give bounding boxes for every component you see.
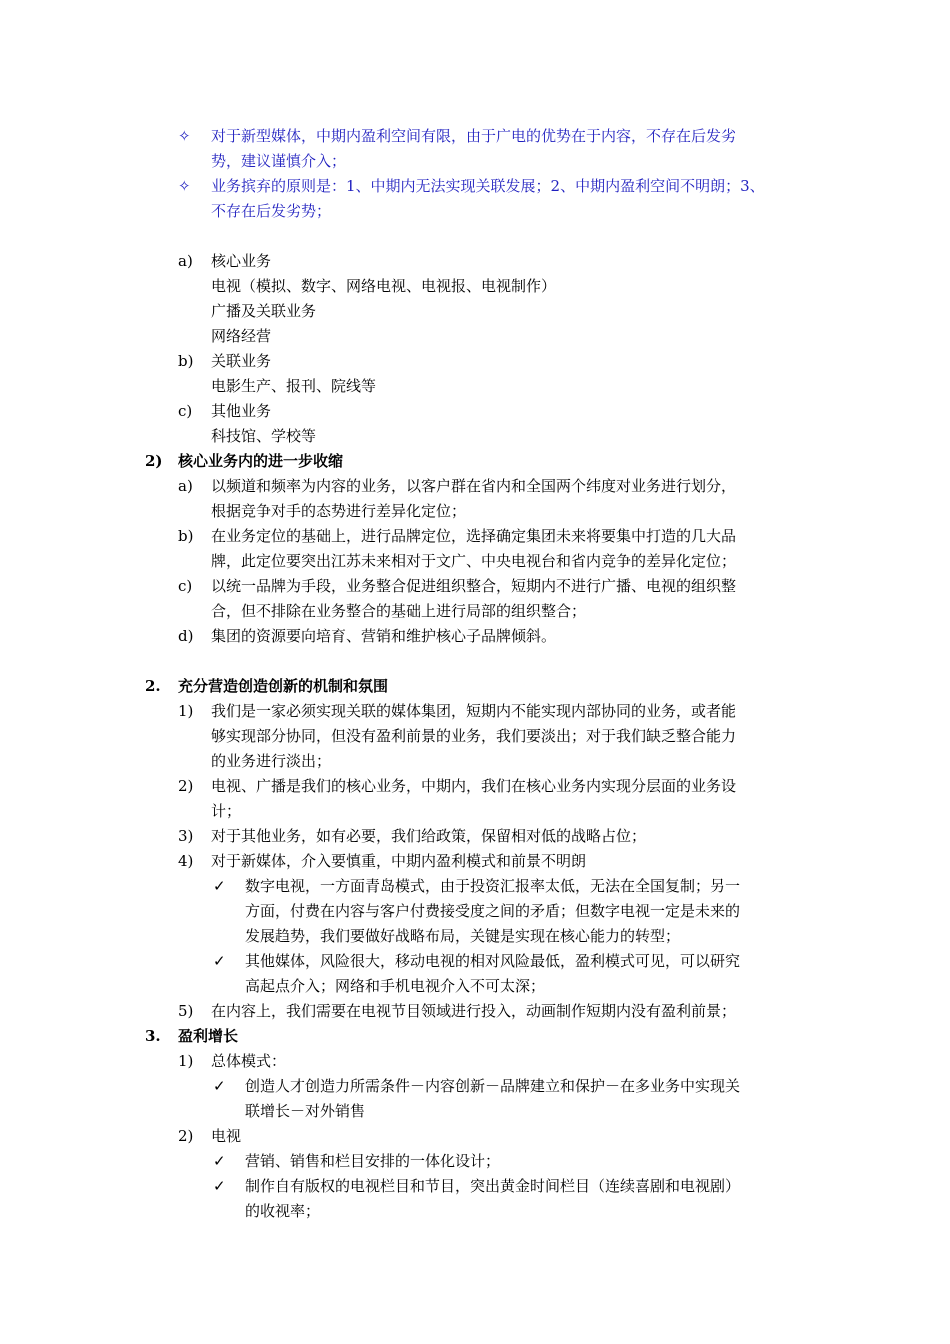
checkmark-icon: ✓ bbox=[213, 1152, 226, 1170]
list-item-line: 够实现部分协同，但没有盈利前景的业务，我们要淡出；对于我们缺乏整合能力 bbox=[211, 727, 737, 745]
list-item-line: 牌，此定位要突出江苏未来相对于文广、中央电视台和省内竞争的差异化定位； bbox=[211, 552, 737, 570]
section-heading: 核心业务内的进一步收缩 bbox=[178, 452, 344, 470]
check-item-line: 联增长－对外销售 bbox=[245, 1102, 366, 1120]
list-marker: 2) bbox=[178, 777, 194, 795]
list-marker: 1) bbox=[178, 1052, 194, 1070]
check-item-line: 数字电视，一方面青岛模式，由于投资汇报率太低，无法在全国复制；另一 bbox=[245, 877, 741, 895]
list-marker: b) bbox=[178, 352, 194, 370]
checkmark-icon: ✓ bbox=[213, 952, 226, 970]
list-marker: 2) bbox=[178, 1127, 194, 1145]
list-marker: 4) bbox=[178, 852, 194, 870]
business-other-line: 科技馆、学校等 bbox=[211, 427, 317, 445]
list-item-line: 对于其他业务，如有必要，我们给政策，保留相对低的战略占位； bbox=[211, 827, 647, 845]
checkmark-icon: ✓ bbox=[213, 1177, 226, 1195]
business-core-line: 广播及关联业务 bbox=[211, 302, 317, 320]
list-item-line: 对于新媒体，介入要慎重，中期内盈利模式和前景不明朗 bbox=[211, 852, 587, 870]
business-core-line: 网络经营 bbox=[211, 327, 272, 345]
check-item-line: 的收视率； bbox=[245, 1202, 321, 1220]
list-marker: d) bbox=[178, 627, 194, 645]
business-core-title: 核心业务 bbox=[211, 252, 272, 270]
list-item-line: 电视、广播是我们的核心业务，中期内，我们在核心业务内实现分层面的业务设 bbox=[211, 777, 737, 795]
list-item-line: 在内容上，我们需要在电视节目领域进行投入，动画制作短期内没有盈利前景； bbox=[211, 1002, 737, 1020]
list-item-line: 计； bbox=[211, 802, 242, 820]
check-item-line: 营销、销售和栏目安排的一体化设计； bbox=[245, 1152, 501, 1170]
list-marker: c) bbox=[178, 577, 193, 595]
diamond-bullet-icon: ✧ bbox=[178, 177, 191, 195]
checkmark-icon: ✓ bbox=[213, 1077, 226, 1095]
check-item-line: 其他媒体，风险很大，移动电视的相对风险最低，盈利模式可见，可以研究 bbox=[245, 952, 741, 970]
list-marker: a) bbox=[178, 477, 193, 495]
checkmark-icon: ✓ bbox=[213, 877, 226, 895]
business-related-title: 关联业务 bbox=[211, 352, 272, 370]
list-item-line: 在业务定位的基础上，进行品牌定位，选择确定集团未来将要集中打造的几大品 bbox=[211, 527, 737, 545]
list-marker: a) bbox=[178, 252, 193, 270]
list-item-title: 总体模式： bbox=[211, 1052, 287, 1070]
intro-bullet-2-line-1: 业务摈弃的原则是：1、中期内无法实现关联发展；2、中期内盈利空间不明朗；3、 bbox=[211, 177, 765, 195]
list-item-line: 以统一品牌为手段，业务整合促进组织整合，短期内不进行广播、电视的组织整 bbox=[211, 577, 737, 595]
diamond-bullet-icon: ✧ bbox=[178, 127, 191, 145]
check-item-line: 发展趋势，我们要做好战略布局，关键是实现在核心能力的转型； bbox=[245, 927, 681, 945]
intro-bullet-1-line-2: 势，建议谨慎介入； bbox=[211, 152, 347, 170]
list-item-line: 根据竞争对手的态势进行差异化定位； bbox=[211, 502, 467, 520]
list-marker: 3) bbox=[178, 827, 194, 845]
section-heading: 充分营造创造创新的机制和氛围 bbox=[178, 677, 389, 695]
check-item-line: 制作自有版权的电视栏目和节目，突出黄金时间栏目（连续喜剧和电视剧） bbox=[245, 1177, 741, 1195]
business-core-line: 电视（模拟、数字、网络电视、电视报、电视制作） bbox=[211, 277, 557, 295]
section-marker: 3. bbox=[145, 1027, 161, 1045]
section-marker: 2. bbox=[145, 677, 161, 695]
check-item-line: 高起点介入；网络和手机电视介入不可太深； bbox=[245, 977, 546, 995]
list-marker: b) bbox=[178, 527, 194, 545]
list-marker: c) bbox=[178, 402, 193, 420]
business-related-line: 电影生产、报刊、院线等 bbox=[211, 377, 377, 395]
list-item-line: 我们是一家必须实现关联的媒体集团，短期内不能实现内部协同的业务，或者能 bbox=[211, 702, 737, 720]
list-item-line: 的业务进行淡出； bbox=[211, 752, 332, 770]
section-heading: 盈利增长 bbox=[178, 1027, 239, 1045]
list-item-line: 集团的资源要向培育、营销和维护核心子品牌倾斜。 bbox=[211, 627, 557, 645]
list-marker: 1) bbox=[178, 702, 194, 720]
intro-bullet-1-line-1: 对于新型媒体，中期内盈利空间有限，由于广电的优势在于内容，不存在后发劣 bbox=[211, 127, 737, 145]
intro-bullet-2-line-2: 不存在后发劣势； bbox=[211, 202, 332, 220]
list-marker: 5) bbox=[178, 1002, 194, 1020]
list-item-title: 电视 bbox=[211, 1127, 242, 1145]
check-item-line: 创造人才创造力所需条件－内容创新－品牌建立和保护－在多业务中实现关 bbox=[245, 1077, 741, 1095]
check-item-line: 方面，付费在内容与客户付费接受度之间的矛盾；但数字电视一定是未来的 bbox=[245, 902, 741, 920]
section-marker: 2) bbox=[145, 452, 163, 470]
list-item-line: 合，但不排除在业务整合的基础上进行局部的组织整合； bbox=[211, 602, 587, 620]
list-item-line: 以频道和频率为内容的业务，以客户群在省内和全国两个纬度对业务进行划分， bbox=[211, 477, 737, 495]
business-other-title: 其他业务 bbox=[211, 402, 272, 420]
